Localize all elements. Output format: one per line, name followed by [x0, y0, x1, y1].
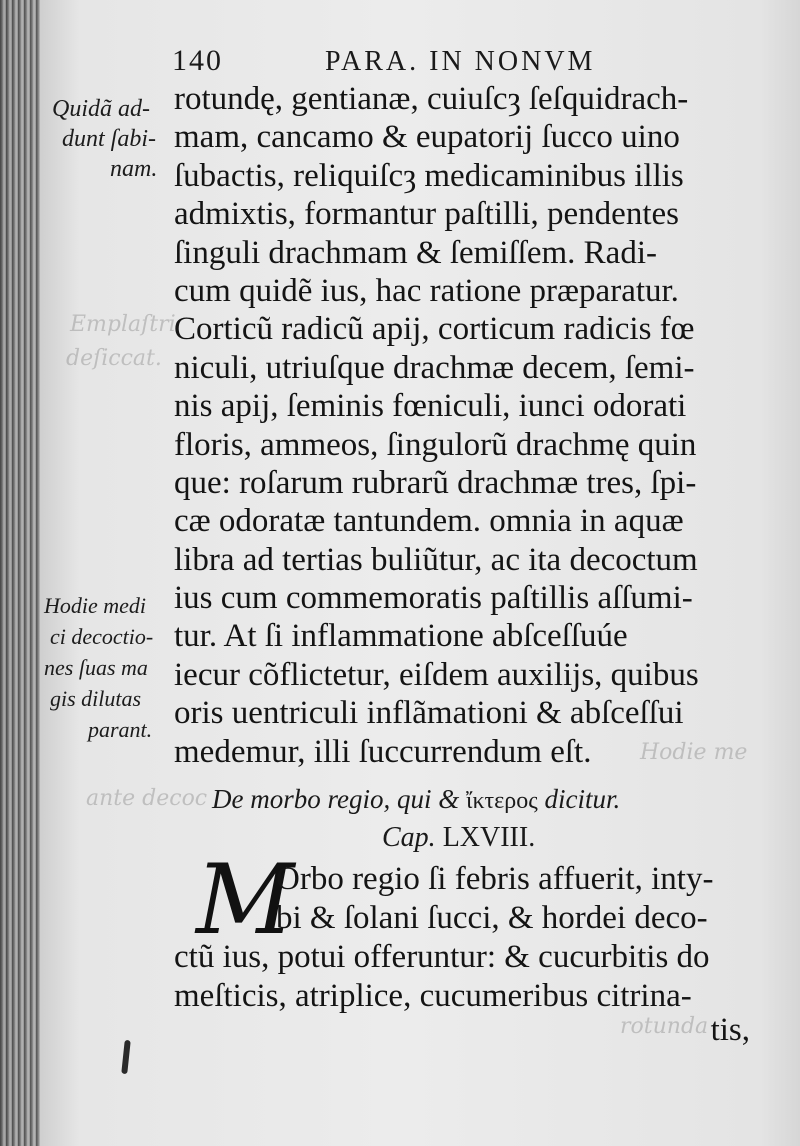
- text-line: meſticis, atriplice, cucumeribus citrina-: [174, 978, 692, 1014]
- chapter-number: [382, 822, 535, 854]
- chapter-roman-numeral: LXVIII.: [442, 822, 536, 853]
- text-line: iecur cõflictetur, eiſdem auxilijs, quibus: [174, 656, 699, 693]
- page-header: [150, 44, 750, 80]
- margin-note-line: nes ſuas ma: [44, 655, 148, 680]
- text-line: rotundę, gentianæ, cuiuſcȝ ſeſquidrach-: [174, 81, 689, 117]
- chapter-title-latin-end: dicitur.: [537, 784, 621, 814]
- text-line: que: roſarum rubrarũ drachmæ tres, ſpi-: [174, 464, 697, 501]
- text-line: floris, ammeos, ſingulorũ drachmę quin: [174, 426, 697, 463]
- chapter-title-greek: ἴκτερος: [465, 788, 538, 814]
- bleed-through-text: Emplaſtri: [70, 312, 176, 337]
- text-line: bi & ſolani ſucci, & hordei deco-: [276, 900, 708, 936]
- chapter-cap-word: Cap.: [382, 822, 436, 853]
- text-line: ſinguli drachmam & ſemiſſem. Radi-: [174, 234, 657, 271]
- drop-cap-initial: M: [196, 844, 295, 956]
- margin-note-line: Hodie medi: [44, 593, 147, 618]
- bleed-through-text: Hodie me: [640, 740, 748, 765]
- chapter-title: [212, 784, 620, 815]
- margin-note-line: ci decoctio-: [50, 624, 154, 649]
- page-number: 140: [172, 44, 223, 77]
- text-line: ctũ ius, potui offeruntur: & cucurbitis do: [174, 939, 710, 975]
- bleed-through-text: rotunda: [620, 1014, 709, 1039]
- text-line: ſubactis, reliquiſcȝ medicaminibus illis: [174, 157, 684, 194]
- running-head: PARA. IN NONVM: [325, 46, 596, 77]
- margin-note-hodie: [44, 590, 176, 745]
- bleed-through-text: deſiccat.: [66, 346, 162, 371]
- chapter-title-latin: De morbo regio, qui &: [212, 784, 466, 814]
- margin-note-line: dunt ſabi-: [62, 126, 156, 152]
- margin-note-line: gis dilutas: [50, 686, 142, 711]
- text-line: libra ad tertias buliũtur, ac ita decoctum: [174, 541, 698, 578]
- margin-note-line: nam.: [110, 156, 158, 182]
- text-line: medemur, illi ſuccurrendum eſt.: [174, 733, 592, 770]
- chapter-text: [174, 860, 774, 1016]
- text-line: Corticũ radicũ apij, corticum radicis fœ: [174, 311, 695, 348]
- text-line: mam, cancamo & eupatorij ſucco uino: [174, 119, 680, 156]
- margin-note-sabina: [44, 94, 176, 184]
- text-line: nis apij, ſeminis fœniculi, iunci odorati: [174, 388, 687, 425]
- margin-note-line: parant.: [88, 717, 153, 742]
- book-spine-edge: [0, 0, 40, 1146]
- catchword: tis,: [710, 1012, 750, 1048]
- ink-stain: [121, 1040, 131, 1074]
- text-line: admixtis, formantur paſtilli, pendentes: [174, 196, 679, 233]
- text-line: niculi, utriuſque drachmæ decem, ſemi-: [174, 349, 695, 386]
- margin-note-line: Quidã ad-: [52, 96, 150, 122]
- text-line: ius cum commemoratis paſtillis aſſumi-: [174, 580, 693, 617]
- text-line: tur. At ſi inflammatione abſceſſuúe: [174, 618, 628, 655]
- body-text: [174, 80, 774, 771]
- text-line: Orbo regio ſi febris affuerit, inty-: [276, 861, 714, 897]
- text-line: oris uentriculi inflãmationi & abſceſſui: [174, 695, 684, 732]
- text-line: cum quidẽ ius, hac ratione præparatur.: [174, 272, 679, 309]
- bleed-through-text: ante decoc: [86, 786, 208, 811]
- text-line: cæ odoratæ tantundem. omnia in aquæ: [174, 503, 684, 540]
